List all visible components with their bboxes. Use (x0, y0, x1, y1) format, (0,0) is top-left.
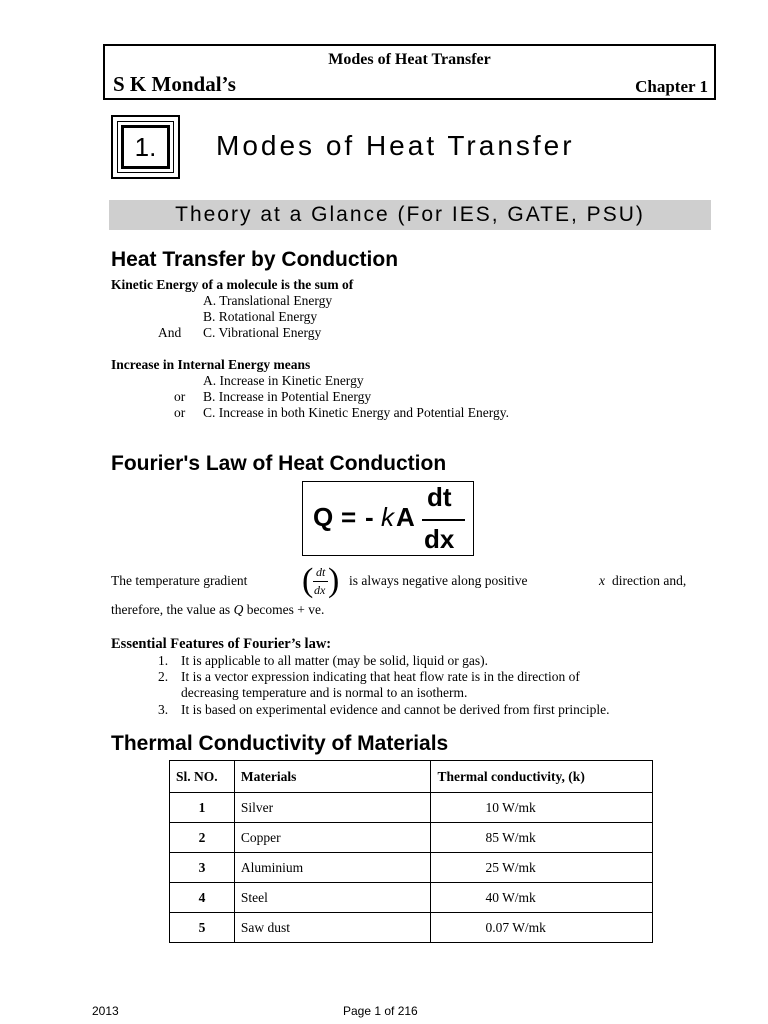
material-cell: Steel (234, 883, 431, 913)
section-heading-conductivity: Thermal Conductivity of Materials (111, 732, 449, 755)
section-heading-fourier: Fourier's Law of Heat Conduction (111, 452, 447, 475)
conductivity-cell: 25 W/mk (431, 853, 653, 883)
theory-banner: Theory at a Glance (For IES, GATE, PSU) (109, 200, 711, 230)
feature-text: decreasing temperature and is normal to an isotherm. (181, 685, 468, 700)
conductivity-cell: 10 W/mk (431, 793, 653, 823)
formula-q: Q (313, 502, 334, 532)
gradient-numerator: dt (316, 565, 326, 579)
ie-intro: Increase in Internal Energy means (111, 357, 311, 372)
ke-item: B. Rotational Energy (203, 309, 318, 324)
formula-k: k (381, 502, 394, 532)
formula-a: A (396, 502, 415, 532)
feature-number: 3. (158, 702, 169, 717)
q-sign-text-end: becomes + ve. (246, 602, 325, 617)
ie-item: B. Increase in Potential Energy (203, 389, 372, 404)
footer-year: 2013 (92, 1004, 119, 1018)
chapter-number-badge (111, 115, 180, 179)
ke-item-prefix: And (158, 325, 182, 340)
chapter-number: 1. (121, 125, 170, 169)
ie-item-prefix: or (174, 405, 186, 420)
conductivity-cell: 0.07 W/mk (431, 913, 653, 943)
gradient-text-start: The temperature gradient (111, 573, 248, 588)
material-cell: Aluminium (234, 853, 431, 883)
formula-denominator: dx (424, 524, 455, 554)
fourier-formula (302, 481, 474, 556)
row-number: 5 (170, 913, 235, 943)
gradient-text-end: direction and, (612, 573, 687, 588)
gradient-fraction-bar (313, 581, 328, 582)
feature-text: It is applicable to all matter (may be solid, liquid or gas). (181, 653, 489, 668)
ke-intro: Kinetic Energy of a molecule is the sum of (111, 277, 354, 292)
table-row (170, 853, 653, 883)
header-author: S K Mondal’s (113, 72, 236, 96)
q-sign-text (111, 602, 324, 618)
gradient-text-middle: is always negative along positive (349, 573, 528, 588)
column-header: Thermal conductivity, (k) (431, 761, 653, 793)
ie-item-prefix: or (174, 389, 186, 404)
feature-number: 2. (158, 669, 169, 684)
features-heading: Essential Features of Fourier’s law: (111, 636, 332, 652)
table-row (170, 823, 653, 853)
q-sign-text-start: therefore, the value as (111, 602, 231, 617)
formula-numerator: dt (427, 482, 452, 512)
row-number: 4 (170, 883, 235, 913)
row-number: 1 (170, 793, 235, 823)
header-chapter: Chapter 1 (635, 77, 708, 96)
ke-item: C. Vibrational Energy (203, 325, 322, 340)
conductivity-table (169, 760, 653, 943)
chapter-title: Modes of Heat Transfer (216, 130, 575, 161)
gradient-text-x: x (599, 573, 605, 588)
gradient-fraction: ( dt dx ) (302, 562, 340, 599)
table-row (170, 913, 653, 943)
column-header: Sl. NO. (170, 761, 235, 793)
material-cell: Silver (234, 793, 431, 823)
table-row (170, 883, 653, 913)
feature-text: It is a vector expression indicating that heat flow rate is in the direction of (181, 669, 580, 684)
row-number: 2 (170, 823, 235, 853)
ie-item: C. Increase in both Kinetic Energy and Potential Energy. (203, 405, 510, 420)
table-row (170, 793, 653, 823)
material-cell: Copper (234, 823, 431, 853)
feature-text: It is based on experimental evidence and cannot be derived from first principle. (181, 702, 610, 717)
feature-number: 1. (158, 653, 169, 668)
formula-minus: - (365, 502, 374, 532)
page-header (103, 44, 716, 100)
column-header: Materials (234, 761, 431, 793)
header-title: Modes of Heat Transfer (328, 51, 491, 68)
row-number: 3 (170, 853, 235, 883)
material-cell: Saw dust (234, 913, 431, 943)
ie-item: A. Increase in Kinetic Energy (203, 373, 364, 388)
conductivity-cell: 85 W/mk (431, 823, 653, 853)
footer-page-number: Page 1 of 216 (343, 1004, 418, 1018)
table-header-row (170, 761, 653, 793)
section-heading-conduction: Heat Transfer by Conduction (111, 248, 399, 271)
formula-equals: = (341, 502, 357, 532)
formula-fraction-bar (422, 519, 465, 521)
gradient-denominator: dx (314, 583, 326, 597)
conductivity-cell: 40 W/mk (431, 883, 653, 913)
ke-item: A. Translational Energy (203, 293, 333, 308)
q-symbol: Q (233, 602, 244, 617)
